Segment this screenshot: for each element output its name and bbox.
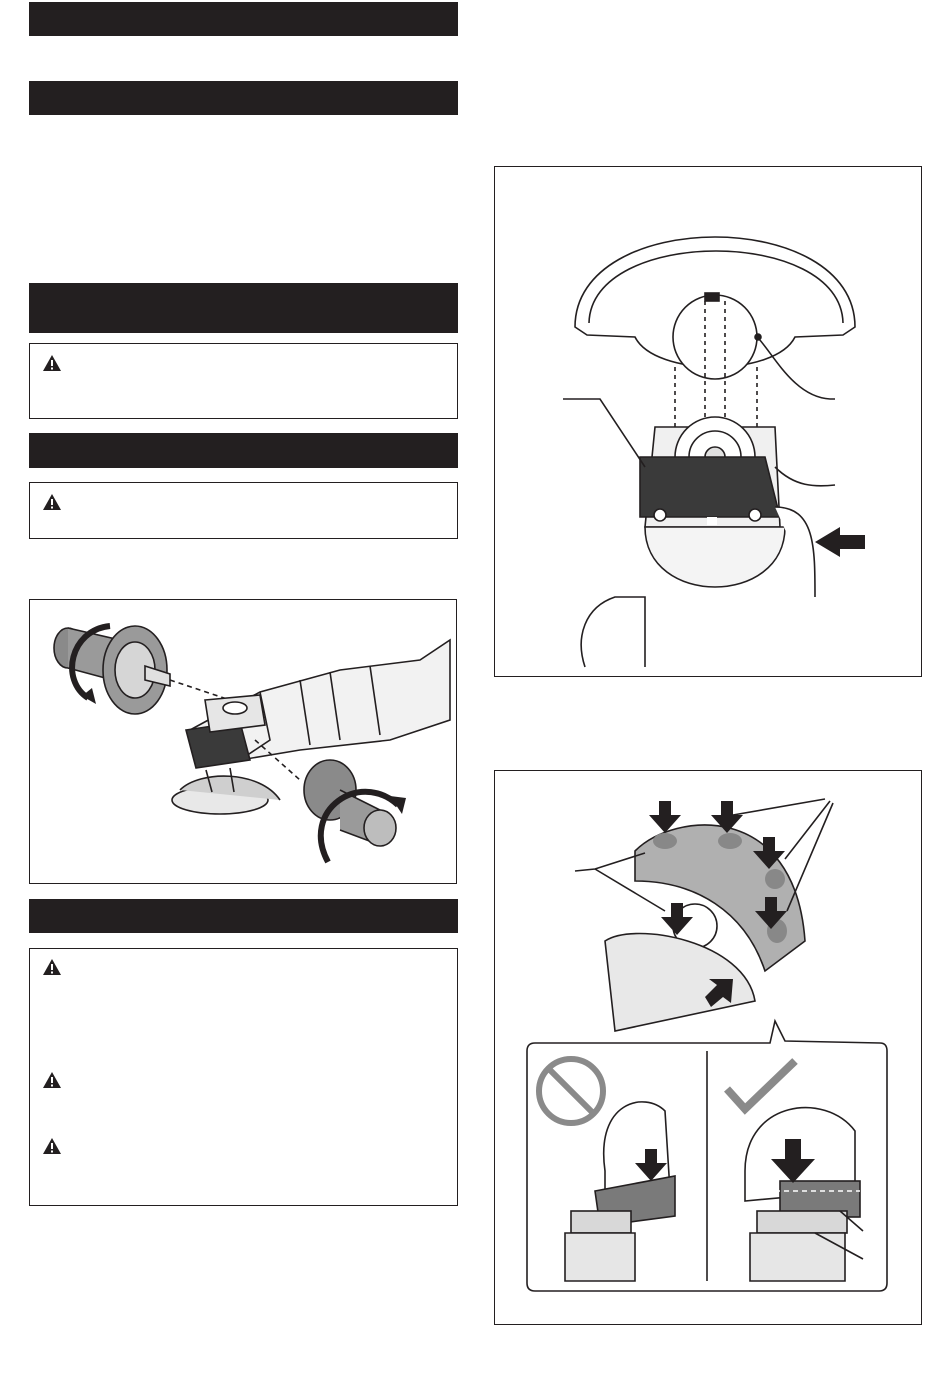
wheel-guard-illustration: [575, 237, 855, 379]
section-bar-3: [29, 283, 458, 333]
warning-triangle-icon: [42, 958, 62, 976]
warning-box-3: [29, 948, 458, 1206]
section-bar-2: [29, 81, 458, 115]
figure-side-handle: [29, 599, 457, 884]
figure-wheel-guard-install: [494, 166, 922, 677]
warning-box-1: [29, 343, 458, 419]
section-bar-5: [29, 899, 458, 933]
section-bar-1: [29, 2, 458, 36]
section-bar-4: [29, 433, 458, 468]
warning-box-2: [29, 482, 458, 539]
warning-triangle-icon: [42, 1137, 62, 1155]
warning-triangle-icon: [42, 354, 62, 372]
warning-triangle-icon: [42, 493, 62, 511]
warning-triangle-icon: [42, 1071, 62, 1089]
figure-guard-seating: [494, 770, 922, 1325]
push-arrow-icon: [815, 527, 865, 557]
